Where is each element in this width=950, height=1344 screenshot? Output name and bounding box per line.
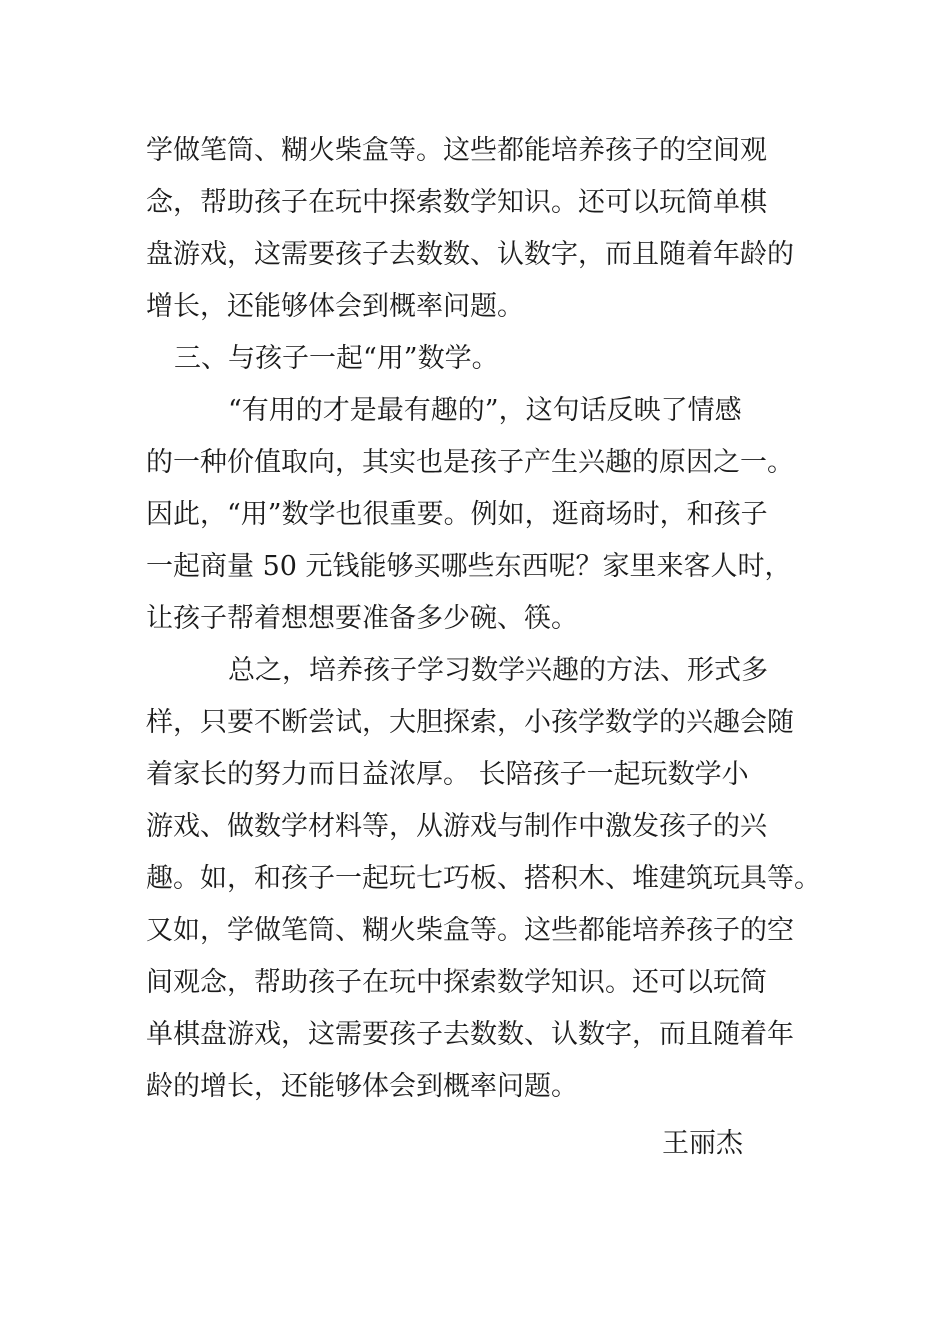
text-line: 又如，学做笔筒、糊火柴盒等。这些都能培养孩子的空 xyxy=(146,915,794,946)
text-line: 趣。如，和孩子一起玩七巧板、搭积木、堆建筑玩具等。 xyxy=(146,863,821,894)
text-line: 一起商量 50 元钱能够买哪些东西呢？家里来客人时， xyxy=(146,551,792,582)
text-line: 龄的增长，还能够体会到概率问题。 xyxy=(146,1071,578,1102)
text-line: 念，帮助孩子在玩中探索数学知识。还可以玩简单棋 xyxy=(146,187,767,218)
text-line: 单棋盘游戏，这需要孩子去数数、认数字，而且随着年 xyxy=(146,1019,794,1050)
text-line: 着家长的努力而日益浓厚。 长陪孩子一起玩数学小 xyxy=(146,759,749,790)
text-line: “有用的才是最有趣的”，这句话反映了情感 xyxy=(228,395,742,426)
text-line: 盘游戏，这需要孩子去数数、认数字，而且随着年龄的 xyxy=(146,239,794,270)
text-line: 增长，还能够体会到概率问题。 xyxy=(146,291,524,322)
body-text xyxy=(146,125,826,1113)
text-line: 游戏、做数学材料等，从游戏与制作中激发孩子的兴 xyxy=(146,811,767,842)
text-line: 的一种价值取向，其实也是孩子产生兴趣的原因之一。 xyxy=(146,447,794,478)
text-line: 因此，“用”数学也很重要。例如，逛商场时，和孩子 xyxy=(146,499,768,530)
text-line: 样，只要不断尝试，大胆探索，小孩学数学的兴趣会随 xyxy=(146,707,794,738)
text-line: 让孩子帮着想想要准备多少碗、筷。 xyxy=(146,603,578,634)
text-line: 学做笔筒、糊火柴盒等。这些都能培养孩子的空间观 xyxy=(146,135,767,166)
section-heading: 三、与孩子一起“用”数学。 xyxy=(174,343,499,374)
author-signature: 王丽杰 xyxy=(662,1128,743,1159)
text-line: 间观念，帮助孩子在玩中探索数学知识。还可以玩简 xyxy=(146,967,767,998)
text-line: 总之，培养孩子学习数学兴趣的方法、形式多 xyxy=(228,655,768,686)
